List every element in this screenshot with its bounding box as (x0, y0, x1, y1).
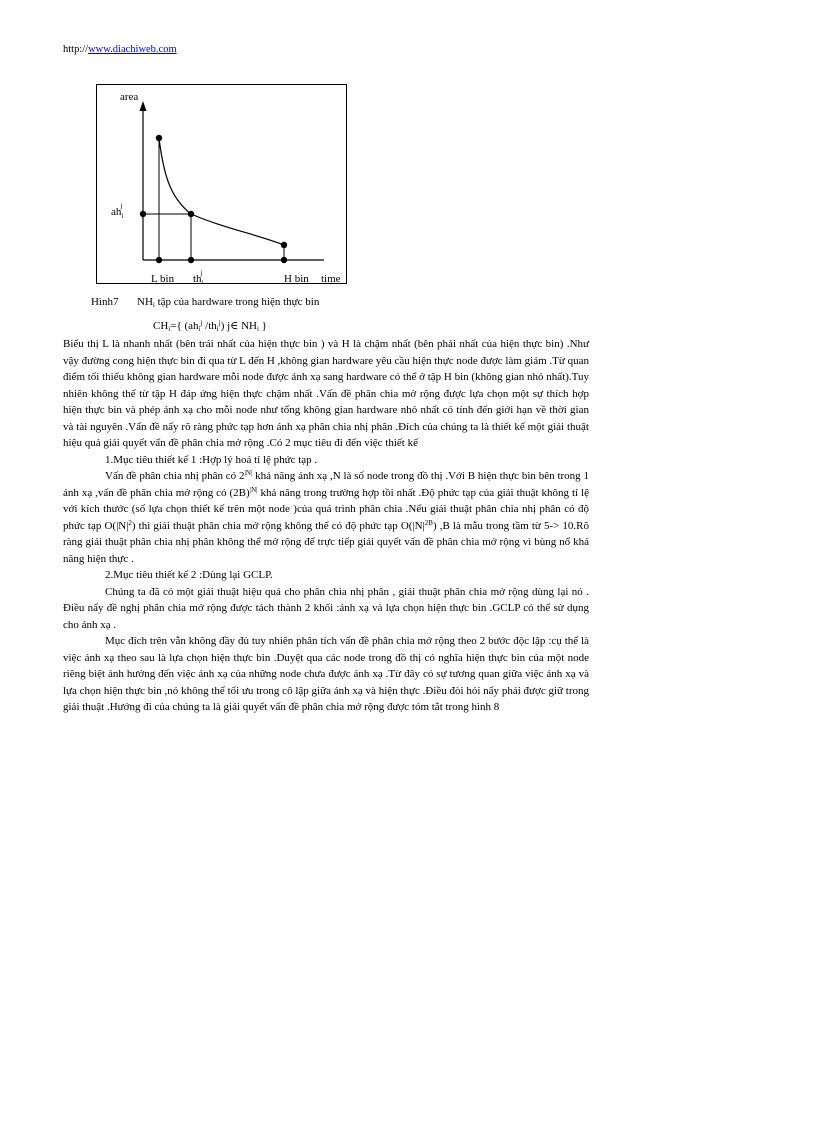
x-tick-h-bin: H bin (284, 273, 309, 284)
point-h-bin-top (281, 242, 287, 248)
figure-7 (96, 84, 347, 284)
page-header (63, 44, 177, 55)
figure-number: Hình7 (91, 296, 119, 308)
point-th-axis (188, 257, 194, 263)
point-h-bin-axis (281, 257, 287, 263)
y-tick-ah: $ah_ij$ (111, 202, 124, 220)
point-ah (140, 211, 146, 217)
point-l-bin-top (156, 135, 162, 141)
goal-1-heading: 1.Mục tiêu thiết kế 1 :Hợp lý hoá tỉ lệ phức tạp . (105, 453, 318, 466)
x-tick-th: $th_ij$ (193, 269, 204, 284)
figure-frame (97, 85, 347, 284)
header-link[interactable]: www.diachiweb.com (88, 44, 177, 55)
y-axis-label: area (120, 91, 139, 103)
x-axis-label: time (321, 273, 341, 284)
formula-ch: $CH_i=${ ($ah_i^j$ $/th_i^j$) j∈ $NH_i$ } (153, 319, 267, 333)
bin-curve (159, 138, 284, 245)
paragraph-2: Vấn đề phân chia nhị phân có $2^{|N|}$ khả năng ánh xạ ,N là số node trong đồ thị .Với B hiện thực bin bên trong 1 ánh xạ ,vấn đề phân chia mở rộng có $(2B)^{|N|}$ khả năng trong trường hợp tồi nhất .Độ phức tạp của giải thuật không tỉ lệ với kích thước (số lựa chọn thiết kế trên một node )của quá trình phân chia .Nếu giải thuật phân chia nhị phân có độ phức tạp $O(|N|^2)$ thì giải thuật phân chia mở rộng không thể có độ phức tạp $O(|N|^{2B})$ ,B là mẫu trong tầm từ 5-> 10.Rõ ràng giải thuật phân chia nhị phân không thể mở rộng để trực tiếp giải quyết vấn đề phân chia mở rộng vì bùng nổ khả năng hiện thực . (63, 469, 589, 565)
y-axis-arrow (140, 101, 147, 111)
paragraph-4: Mục đích trên vẫn không đầy đủ tuy nhiên phân tích vấn đề phân chia mở rộng theo 2 bước độc lập :cụ thể là việc ánh xạ theo sau là lựa chọn hiện thực bin .Duyệt qua các node trong đồ thị có nghĩa hiện thực bin của một node riêng biệt ảnh hưởng đến việc ánh xạ của những node chưa được ánh xạ .Từ đây có sự tương quan giữa việc ánh xạ và lựa chọn hiện thực bin ,nó không thể tối ưu trong cô lập giữa ánh xạ và hiện thực .Điều đòi hỏi nẩy phải được giữ trong giải thuật .Hướng đi của chúng ta là giải quyết vấn đề phân chia mở rộng được tóm tắt trong hình 8 (63, 635, 589, 713)
goal-2-heading: 2.Mục tiêu thiết kế 2 :Dùng lại GCLP. (105, 569, 273, 581)
body-text (63, 336, 589, 716)
point-l-bin-axis (156, 257, 162, 263)
header-prefix: http:// (63, 44, 89, 55)
paragraph-3: Chúng ta đã có một giải thuật hiệu quả cho phân chia nhị phân , giải thuật phân chia mở rộng dùng lại nó . Điều nẩy đề nghị phân chia mở rộng được tách thành 2 khối :ánh xạ và lựa chọn hiện thực bin .GCLP có thể sử dụng cho ánh xạ . (63, 585, 589, 631)
x-tick-l-bin: L bin (151, 273, 175, 284)
paragraph-1: Biểu thị L là nhanh nhất (bên trái nhất của hiện thực bin ) và H là chậm nhất (bên phải nhất của hiện thực bin) .Như vậy đường cong hiện thực bin đi qua từ L đến H ,không gian hardware yêu cầu hiện thực node được làm giảm .Từ quan điểm tối thiểu không gian hardware mỗi node được ánh xạ sang hardware có thể ở tập H bin (không gian nhỏ nhất).Tuy nhiên không thể từ tập H đáp ứng hiện thực chậm nhất .Vấn đề phân chia mở rộng được lựa chọn một sự thích hợp hiện thực bin và phép ánh xạ cho mỗi node như tổng không gian hardware nhỏ nhất có tính đến giới hạn về thời gian và tài nguyên .Vấn đề nẩy rõ ràng phức tạp hơn ánh xạ phân chia nhị phân .Đích của chúng ta là thiết kế một giải thuật hiệu quả giải quyết vấn đề phân chia mở rộng .Có 2 mục tiêu đi đến việc thiết kế (63, 338, 589, 449)
figure-svg (96, 84, 347, 284)
figure-caption: Hình7 $NH_i$ tập của hardware trong hiện thực bin (91, 296, 320, 309)
point-th-curve (188, 211, 194, 217)
